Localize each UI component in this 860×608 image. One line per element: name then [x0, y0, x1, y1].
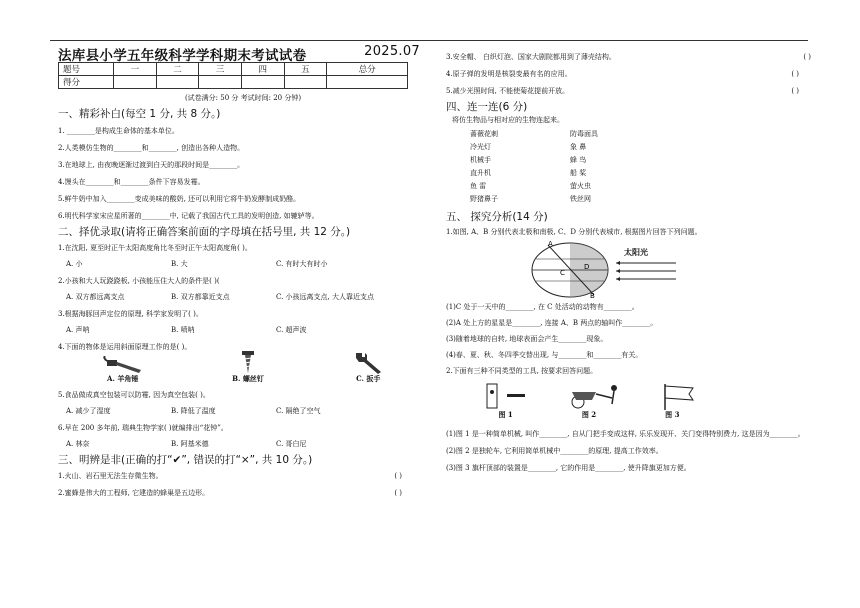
hammer-icon: [103, 356, 143, 374]
question: 4.馒头在________和________条件下容易发霉。: [58, 178, 205, 186]
wrench-icon: [353, 350, 383, 374]
options: [58, 259, 428, 269]
tool-label: C. 扳手: [356, 374, 381, 383]
question: (1)C 处于一天中的________, 在 C 处活动的动物有________。: [446, 303, 639, 311]
question-text: 1.火山、岩石里无法生存微生物。: [58, 472, 163, 480]
option: C. 隔绝了空气: [276, 407, 321, 415]
door-handle-icon: [481, 382, 531, 410]
question: 6.早在 200 多年前, 瑞典生物学家( )就编排出“花钟”。: [58, 424, 228, 432]
question: 1.在沈阳, 夏至时正午太阳高度角比冬至时正午太阳高度角( )。: [58, 244, 252, 252]
score-table: [58, 62, 408, 89]
question: [446, 70, 821, 79]
score-cell: 三: [199, 63, 242, 76]
score-cell: 五: [284, 63, 327, 76]
option: C. 超声波: [276, 326, 307, 334]
tool-figures: [464, 380, 714, 410]
wrench: [353, 350, 383, 384]
svg-text:C: C: [560, 269, 565, 277]
option: B. 降低了温度: [171, 407, 216, 415]
match-right: 蜂 鸟: [570, 156, 587, 164]
question: 4.下面的物体是运用斜面原理工作的是( )。: [58, 343, 192, 351]
answer-paren: ( ): [791, 87, 799, 95]
question: (1)图 1 是一种简单机械, 叫作________, 自从门把手变成这样, 乐乐发现开、关门变得特别费力, 这是因为________。: [446, 430, 805, 438]
option: B. 大: [171, 260, 188, 268]
question: 1.如图, A、B 分别代表北极和南极, C、D 分别代表城市, 根据图片回答下列问题。: [446, 228, 702, 236]
question: (2)图 2 是独轮车, 它利用简单机械中________的原理, 提高工作效率。: [446, 447, 663, 455]
question: 6.明代科学家宋应星所著的________中, 记载了我国古代工具的发明创造, 如辘轳等。: [58, 212, 319, 220]
option: A. 双方都远离支点: [66, 293, 125, 301]
section-1-title: 一、精彩补白(每空 1 分, 共 8 分。): [58, 108, 221, 120]
screw: [232, 350, 264, 384]
question: (4)春、夏、秋、冬四季交替出现, 与________和________有关。: [446, 351, 643, 359]
question: [446, 87, 821, 96]
svg-text:D: D: [584, 263, 590, 271]
match-left: 蔷薇花刺: [470, 130, 498, 138]
exam-header: [58, 44, 428, 62]
score-cell: [327, 76, 408, 89]
options: [58, 406, 428, 416]
match-left: 冷光灯: [470, 143, 491, 151]
match-right: 铁丝网: [570, 195, 591, 203]
exam-meta: (试卷满分: 50 分 考试时间: 20 分钟): [184, 94, 302, 102]
option: B. 喷呐: [171, 326, 195, 334]
question: (3)图 3 旗杆顶部的装置是________, 它的作用是________, 使升降旗更加方便。: [446, 464, 691, 472]
question: 3.根据海豚回声定位的原理, 科学家发明了( )。: [58, 310, 203, 318]
answer-paren: ( ): [394, 472, 402, 480]
option: B. 阿基米德: [171, 440, 209, 448]
option: A. 声呐: [66, 326, 90, 334]
option: B. 双方都靠近支点: [171, 293, 230, 301]
flagpole-icon: [657, 382, 697, 410]
screw-icon: [240, 350, 256, 374]
tool-label: A. 羊角锤: [107, 374, 139, 383]
options: [58, 325, 428, 335]
option: C. 有时大有时小: [276, 260, 328, 268]
answer-paren: ( ): [394, 489, 402, 497]
match-right: 船 桨: [570, 169, 587, 177]
question: (3)随着地球的自转, 地球表面会产生________现象。: [446, 335, 608, 343]
exam-date: 2025.07: [364, 44, 420, 59]
section-3-title: 三、明辨是非(正确的打“✔”, 错误的打“×”, 共 10 分。): [58, 454, 313, 466]
question: 5.食品做成真空包装可以防霉, 因为真空包装( )。: [58, 391, 210, 399]
figure-label: 图 1: [498, 410, 513, 419]
section-4-title: 四、连一连(6 分): [446, 101, 528, 113]
question: [58, 472, 428, 481]
figure-label: 图 2: [581, 410, 597, 419]
question: [446, 53, 821, 62]
score-cell: [199, 76, 242, 89]
match-left: 直升机: [470, 169, 491, 177]
question: [58, 489, 428, 498]
score-cell: [241, 76, 284, 89]
answer-paren: ( ): [803, 53, 811, 61]
match-right: 萤火虫: [570, 182, 591, 190]
question-text: 5.减少光照时间, 不能使菊花提前开放。: [446, 87, 570, 95]
match-left: 鱼 雷: [470, 182, 487, 190]
section-5-title: 五、 探究分析(14 分): [446, 211, 548, 223]
option: A. 林奈: [66, 440, 90, 448]
question: 2.小孩和大人玩跷跷板, 小孩能压住大人的条件是( )(: [58, 277, 220, 285]
match-grid: [470, 129, 821, 204]
question-text: 3.安全帽、 白织灯泡、国家大剧院都用到了薄壳结构。: [446, 53, 616, 61]
score-cell: [156, 76, 199, 89]
score-cell: 得分: [59, 76, 114, 89]
question: 3.在地球上, 由夜晚逐渐过渡到白天的那段时间是________。: [58, 161, 245, 169]
score-cell: 四: [241, 63, 284, 76]
exam-title: 法库县小学五年级科学学科期末考试试卷: [58, 48, 307, 64]
option: A. 小: [66, 260, 83, 268]
svg-text:A: A: [548, 241, 553, 248]
question-text: 2.蜜蜂是伟大的工程师, 它建造的蜂巢是五边形。: [58, 489, 210, 497]
earth-figure: [446, 241, 821, 299]
wheelbarrow-icon: [566, 382, 622, 410]
options: [58, 439, 428, 449]
option: C. 哥白尼: [276, 440, 307, 448]
match-right: 防毒面具: [570, 130, 598, 138]
tool-label: B. 螺丝钉: [232, 374, 264, 383]
right-column: [446, 44, 821, 475]
answer-paren: ( ): [791, 70, 799, 78]
score-cell: 总分: [327, 63, 408, 76]
claw-hammer: [103, 356, 143, 384]
score-cell: [114, 76, 157, 89]
options: [58, 292, 428, 302]
sunlight-label: 太阳光: [624, 248, 648, 257]
match-left: 机械手: [470, 156, 491, 164]
question: 2.下面有三种不同类型的工具, 按要求回答问题。: [446, 367, 598, 375]
figure-labels: [464, 410, 714, 420]
left-column: [58, 44, 428, 498]
score-cell: 一: [114, 63, 157, 76]
score-cell: [284, 76, 327, 89]
top-rule: [50, 40, 808, 41]
match-right: 象 鼻: [570, 143, 587, 151]
question: (2)A 处上方的星星是________, 连接 A、B 两点的轴叫作________。: [446, 319, 658, 327]
question: 5.鲜牛奶中加入________变成美味的酸奶, 还可以利用它将牛奶发酵制成奶酪。: [58, 195, 301, 203]
question: 1. ________是构成生命体的基本单位。: [58, 127, 179, 135]
svg-text:B: B: [590, 292, 595, 299]
figure-label: 图 3: [665, 410, 680, 419]
section-4-intro: 将仿生物品与相对应的生物连起来。: [452, 116, 564, 124]
section-2-title: 二、择优录取(请将正确答案前面的字母填在括号里, 共 12 分。): [58, 226, 351, 238]
tool-images: [58, 354, 428, 384]
question-text: 4.原子弹的发明是核裂变最有名的应用。: [446, 70, 572, 78]
score-cell: 二: [156, 63, 199, 76]
match-left: 野猪鼻子: [470, 195, 498, 203]
score-cell: 题号: [59, 63, 114, 76]
option: A. 减少了湿度: [66, 407, 111, 415]
question: 2.人类模仿生物的________和________, 创造出各种人造物。: [58, 144, 245, 152]
option: C. 小孩远离支点, 大人靠近支点: [276, 293, 375, 301]
